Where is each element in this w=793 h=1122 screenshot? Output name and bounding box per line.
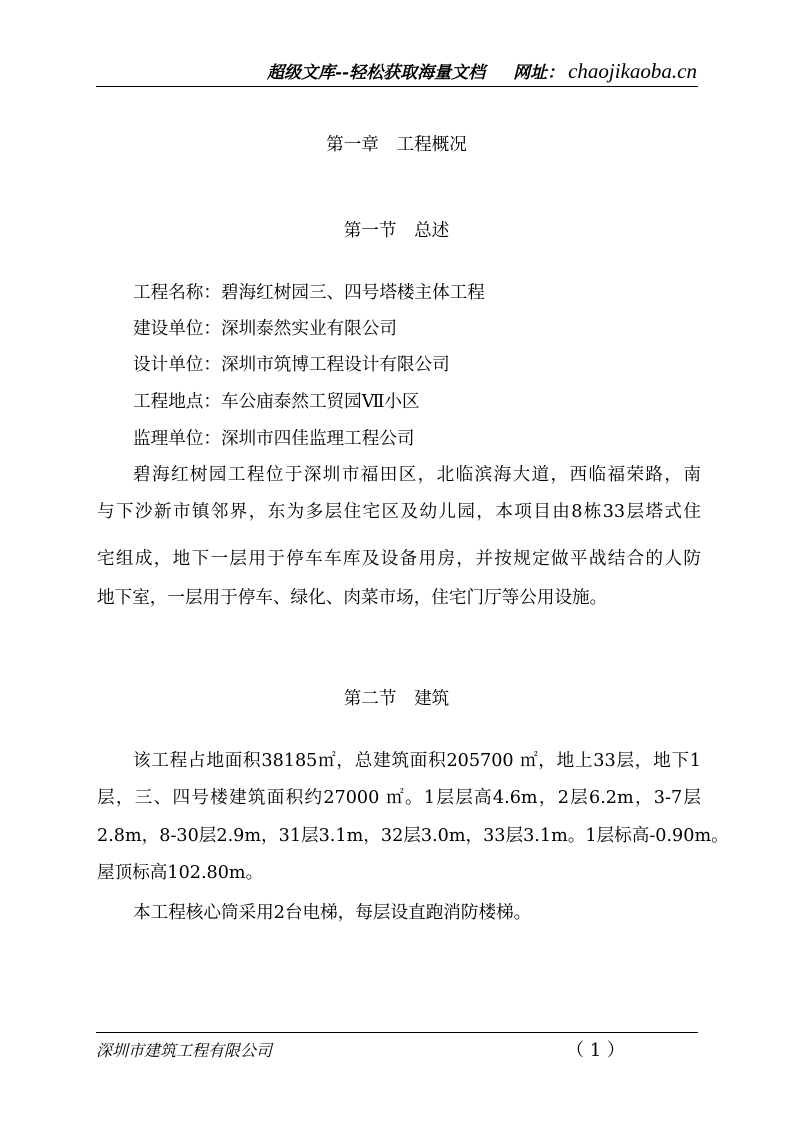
paragraph-line: 层，三、四号楼建筑面积约27000 ㎡。1层层高4.6m，2层6.2m，3-7层 — [97, 788, 701, 808]
page-number: （ 1 ） — [566, 1040, 625, 1061]
footer-rule — [96, 1032, 698, 1033]
paragraph-line: 宅组成，地下一层用于停车车库及设备用房，并按规定做平战结合的人防 — [97, 549, 701, 569]
page-header — [96, 58, 697, 84]
paragraph-line: 2.8m，8-30层2.9m，31层3.1m，32层3.0m，33层3.1m。1层标高-0.90m。 — [97, 826, 729, 846]
section1-title: 第一节 总述 — [343, 221, 450, 241]
paragraph-line: 碧海红树园工程位于深圳市福田区，北临滨海大道，西临福荣路，南 — [133, 465, 701, 485]
paragraph-line: 该工程占地面积38185㎡，总建筑面积205700 ㎡，地上33层，地下1 — [133, 751, 701, 771]
header-url: chaojikaoba.cn — [568, 59, 697, 83]
paragraph-line: 与下沙新市镇邻界，东为多层住宅区及幼儿园，本项目由8栋33层塔式住 — [97, 502, 701, 522]
header-url-label: 网址： — [513, 63, 565, 83]
field-location: 工程地点：车公庙泰然工贸园Ⅶ小区 — [133, 392, 420, 412]
paragraph-line: 屋顶标高102.80m。 — [97, 863, 264, 883]
field-builder: 建设单位：深圳泰然实业有限公司 — [133, 319, 397, 339]
chapter-title: 第一章 工程概况 — [326, 135, 467, 155]
paragraph-line: 地下室，一层用于停车、绿化、肉菜市场，住宅门厅等公用设施。 — [97, 588, 608, 608]
section2-title: 第二节 建筑 — [343, 689, 450, 709]
footer-company: 深圳市建筑工程有限公司 — [96, 1041, 273, 1060]
paragraph: 本工程核心筒采用2台电梯，每层设直跑消防楼梯。 — [133, 903, 532, 923]
header-slogan: 超级文库--轻松获取海量文档 — [266, 63, 486, 83]
field-designer: 设计单位：深圳市筑博工程设计有限公司 — [133, 355, 450, 375]
field-project-name: 工程名称：碧海红树园三、四号塔楼主体工程 — [133, 283, 485, 303]
field-supervisor: 监理单位：深圳市四佳监理工程公司 — [133, 429, 415, 449]
header-rule — [96, 86, 698, 87]
